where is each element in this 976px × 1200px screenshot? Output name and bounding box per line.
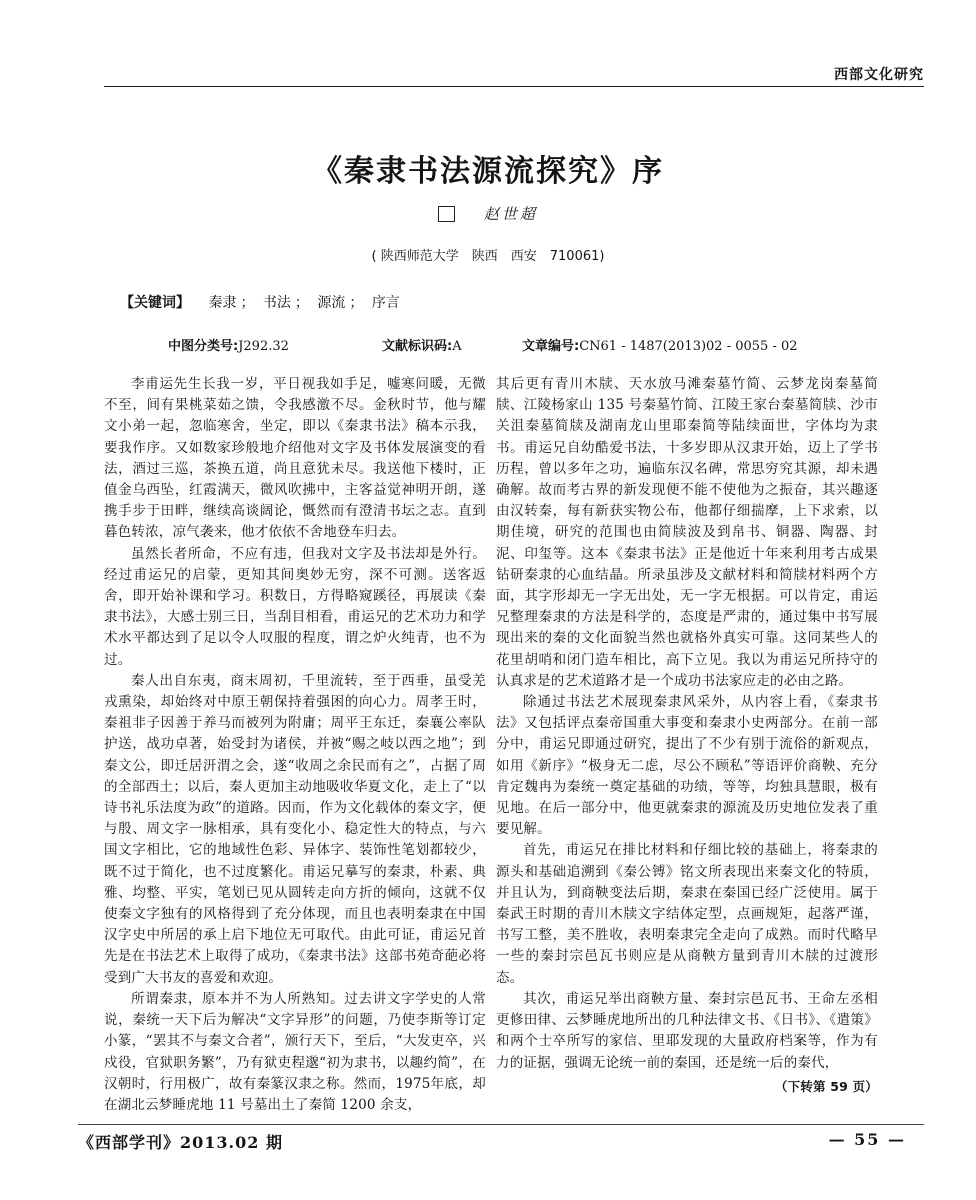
paragraph: 其次，甫运兄举出商鞅方量、秦封宗邑瓦书、王命左丞相更修田律、云梦睡虎地所出的几种法律文书、《日书》、《遣策》和两个士卒所写的家信、里耶发现的大量政府档案等，作为有力的证据，强调无论统一前的秦国，还是统一后的秦代， xyxy=(496,990,878,1071)
article-number-value: CN61 - 1487(2013)02 - 0055 - 02 xyxy=(579,339,798,354)
paragraph: 李甫运先生长我一岁，平日视我如手足，嘘寒问暖，无微不至，间有果桃菜茹之馈，令我感激不尽。金秋时节，他与耀文小弟一起，忽临寒舍，坐定，即以《秦隶书法》稿本示我，要我作序。又如数家珍般地介绍他对文字及书体发展演变的看法，酒过三巡，茶换五道，尚且意犹未尽。我送他下楼时，正值金乌西坠，红霞满天，微风吹拂中，主客益觉神明开朗，遂携手步于田畔，继续高谈阔论，慨然而有澄清书坛之志。直到暮色转浓，凉气袭来，他才依依不舍地登车归去。 xyxy=(104,376,486,541)
document-code xyxy=(382,335,462,354)
square-icon xyxy=(438,206,455,222)
article-number xyxy=(522,335,798,354)
body-column-left xyxy=(104,374,486,1116)
keywords-label: 【关键词】 xyxy=(120,295,190,311)
paragraph: 秦人出自东夷，商末周初，千里流转，至于西垂，虽受羌戎熏染，却始终对中原王朝保持着强困的向心力。周孝王时，秦祖非子因善于养马而被列为附庸；周平王东迁，秦襄公率队护送，战功卓著，始受封为诸侯，并被“赐之岐以西之地”；到秦文公，即迁居汧渭之会，遂“收周之余民而有之”，占据了周的全部西土；以后，秦人更加主动地吸收华夏文化，走上了“以诗书礼乐法度为政”的道路。因而，作为文化载体的秦文字，便与殷、周文字一脉相承，具有变化小、稳定性大的特点，与六国文字相比，它的地域性色彩、异体字、装饰性笔划都较少，既不过于简化，也不过度繁化。甫运兄摹写的秦隶，朴素、典雅、均整、平实，笔划已见从圆转走向方折的倾向，这就不仅使秦文字独有的风格得到了充分体现，而且也表明秦隶在中国汉字史中所居的承上启下地位无可取代。由此可证，甫运兄首先是在书法艺术上取得了成功，《秦隶书法》这部书苑奇葩必将受到广大书友的喜爱和欢迎。 xyxy=(104,672,486,986)
paragraph: 首先，甫运兄在排比材料和仔细比较的基础上，将秦隶的源头和基础追溯到《秦公镈》铭文所表现出来秦文化的特质，并且认为，到商鞅变法后期，秦隶在秦国已经广泛使用。属于秦武王时期的青川木牍文字结体定型，点画规矩，起落严谨，书写工整，美不胜收，表明秦隶完全走向了成熟。而时代略早一些的秦封宗邑瓦书则应是从商鞅方量到青川木牍的过渡形态。 xyxy=(496,842,878,986)
journal-citation: 《西部学刊》2013.02 期 xyxy=(78,1133,283,1152)
keyword-separator: ； xyxy=(349,295,364,311)
continued-on-page: （下转第 59 页） xyxy=(774,1078,878,1094)
header-rule xyxy=(104,86,924,87)
author-name: 赵世超 xyxy=(483,205,538,223)
keyword: 序言 xyxy=(371,295,400,311)
body-column-right xyxy=(496,374,878,1097)
keyword: 秦隶 xyxy=(208,295,237,311)
running-head: 西部文化研究 xyxy=(834,67,924,83)
affiliation: ( 陕西师范大学 陕西 西安 710061) xyxy=(371,249,605,264)
keyword-separator: ； xyxy=(240,295,255,311)
classification-label: 中图分类号: xyxy=(168,339,239,354)
classification-value: J292.32 xyxy=(238,339,289,354)
document-code-value: A xyxy=(452,339,462,354)
page-number: — 55 — xyxy=(828,1130,906,1149)
paragraph: 除通过书法艺术展现秦隶风采外，从内容上看，《秦隶书法》又包括评点秦帝国重大事变和秦隶小史两部分。在前一部分中，甫运兄即通过研究，提出了不少有别于流俗的新观点，如用《新序》“极身无二虑，尽公不顾私”等语评价商鞅、充分肯定魏冉为秦统一奠定基础的功绩，等等，均独具慧眼，极有见地。在后一部分中，他更就秦隶的源流及历史地位发表了重要见解。 xyxy=(496,694,878,838)
keywords-line xyxy=(120,292,400,312)
classification-code xyxy=(168,335,289,354)
paragraph: 所谓秦隶，原本并不为人所熟知。过去讲文字学史的人常说，秦统一天下后为解决“文字异形”的问题，乃使李斯等订定小篆，“罢其不与秦文合者”，颁行天下，至后，“大发吏卒，兴戍役，官狱职务繁”，乃有狱吏程邈“初为隶书，以趣约简”，在汉朝时，行用极广，故有秦篆汉隶之称。然而，1975年底，却在湖北云梦睡虎地 11 号墓出土了秦简 1200 余支， xyxy=(104,990,486,1113)
paragraph: 其后更有青川木牍、天水放马滩秦墓竹简、云梦龙岗秦墓简牍、江陵杨家山 135 号秦墓竹简、江陵王家台秦墓简牍、沙市关沮秦墓简牍及湖南龙山里耶秦简等陆续面世，字体均为隶书。甫运兄自幼酷爱书法，十多岁即从汉隶开始，迈上了学书历程，曾以多年之功，遍临东汉名碑，常思穷究其源，却未遇确解。故而考古界的新发现便不能不使他为之振奋，其兴趣逐由汉转秦，每有新获实物公布，他都仔细揣摩，上下求索，以期佳境，研究的范围也由简牍波及到帛书、铜器、陶器、封泥、印玺等。这本《秦隶书法》正是他近十年来利用考古成果钻研秦隶的心血结晶。所录虽涉及文献材料和简牍材料两个方面，其字形却无一字无出处，无一字无根据。可以肯定，甫运兄整理秦隶的方法是科学的，态度是严肃的，通过集中书写展现出来的秦的文化面貌当然也就格外真实可靠。这同某些人的花里胡哨和闭门造车相比，高下立见。我以为甫运兄所持守的认真求是的艺术道路才是一个成功书法家应走的必由之路。 xyxy=(496,376,878,689)
article-number-label: 文章编号: xyxy=(522,339,580,354)
keyword-separator: ； xyxy=(294,295,309,311)
article-title: 《秦隶书法源流探究》序 xyxy=(312,154,664,189)
keyword: 书法 xyxy=(262,295,291,311)
keyword: 源流 xyxy=(317,295,346,311)
paragraph: 虽然长者所命，不应有违，但我对文字及书法却是外行。经过甫运兄的启蒙，更知其间奥妙无穷，深不可测。送客返舍，即开始补课和学习。积数日，方得略窥蹊径，再展读《秦隶书法》，大感士别三日，当刮目相看，甫运兄的艺术功力和学术水平都达到了足以令人叹服的程度，谓之炉火纯青，也不为过。 xyxy=(104,545,486,668)
author-line xyxy=(0,203,976,224)
footer-rule xyxy=(78,1124,924,1125)
document-code-label: 文献标识码: xyxy=(382,339,453,354)
